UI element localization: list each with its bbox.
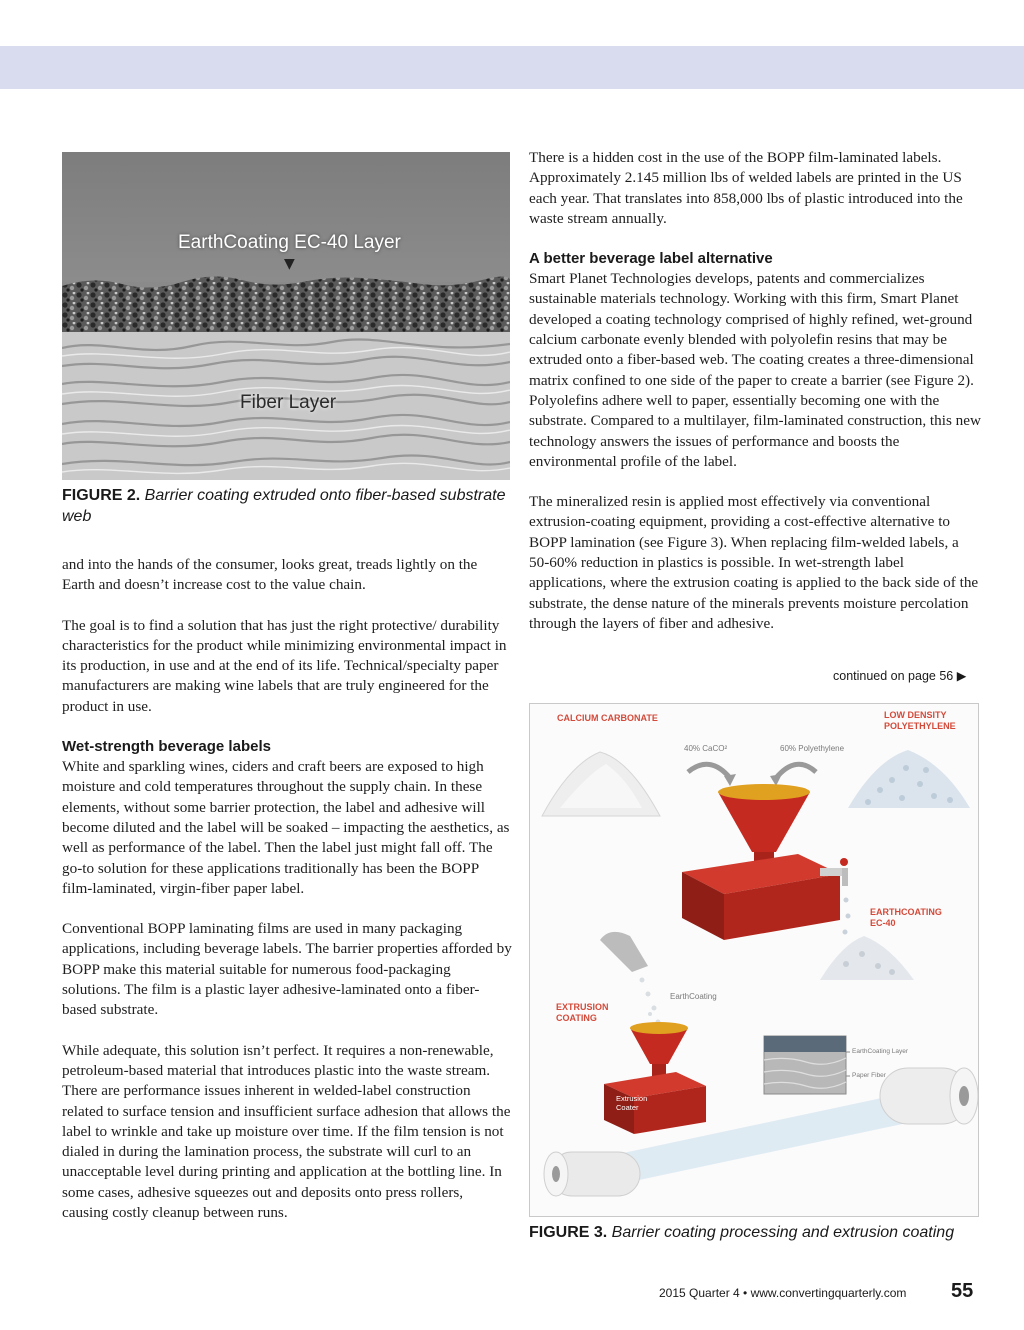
micrograph-image	[62, 152, 510, 480]
left-paragraph-4: Conventional BOPP laminating films are used in many packaging applications, including beverage labels. The barrier properties afforded by BOPP make this material suitable for numerous food-packaging solutions. The film is a plastic layer adhesive-laminated onto a fiber-based substrate.	[62, 920, 512, 1019]
right-paragraph-1: There is a hidden cost in the use of the BOPP film-laminated labels. Approximately 2.145 million lbs of welded labels are printed in the US each year. That translates into 858,000 lbs of plastic introduced into the waste stream annually.	[529, 149, 963, 227]
calcium-carbonate-label: CALCIUM CARBONATE	[557, 713, 658, 723]
continued-link[interactable]: continued on page 56 ▶	[833, 669, 967, 683]
section-heading-wet-strength: Wet-strength beverage labels	[62, 738, 271, 756]
header-band	[0, 46, 1024, 89]
left-column	[62, 555, 512, 1223]
section-heading-better-alternative: A better beverage label alternative	[529, 250, 773, 268]
figure3-diagram	[529, 703, 979, 1217]
figure2-caption-text: Barrier coating extruded onto fiber-based substrate web	[62, 487, 506, 525]
earthcoating-label-line1: EARTHCOATING	[870, 907, 942, 917]
caco-percent-label: 40% CaCO²	[684, 744, 728, 753]
figure3-caption-text: Barrier coating processing and extrusion coating	[607, 1224, 955, 1241]
process-diagram	[530, 704, 979, 1217]
figure2-micrograph	[62, 152, 510, 480]
down-arrow-icon: ▼	[284, 256, 295, 272]
left-paragraph-3: White and sparkling wines, ciders and craft beers are exposed to high moisture and cold temperatures throughout the supply chain. In these elements, without some barrier protection, the label and adhesive will become diluted and the label will be soaked – impacting the aesthetics, as well as performance of the label. Then the label just might fall off. The go-to solution for these applications traditionally has been the BOPP film-laminated, virgin-fiber paper label.	[62, 758, 510, 897]
polyethylene-percent-label: 60% Polyethylene	[780, 744, 845, 753]
paper-fiber-inset-label: Paper Fiber	[852, 1072, 886, 1079]
right-column	[529, 148, 981, 634]
fiber-layer-label: Fiber Layer	[240, 392, 337, 413]
earthcoating-label-line2: EC-40	[870, 918, 896, 928]
polyethylene-pellets	[848, 750, 970, 808]
ldpe-label-line2: POLYETHYLENE	[884, 721, 956, 731]
footer-info: 2015 Quarter 4 • www.convertingquarterly.com	[659, 1286, 907, 1300]
coater-label-line2: Coater	[616, 1103, 639, 1112]
figure3-caption	[529, 1222, 979, 1243]
figure2-caption	[62, 485, 510, 527]
page-number: 55	[951, 1280, 974, 1302]
coating-layer-label: EarthCoating EC-40 Layer	[178, 232, 401, 253]
earthcoating-small-label: EarthCoating	[670, 992, 717, 1001]
right-paragraph-3: The mineralized resin is applied most effectively via conventional extrusion-coating equipment, providing a cost-effective alternative to BOPP lamination (see Figure 3). When replacing film-welded labels, a 50-60% reduction in plastics is possible. In wet-strength label applications, where the extrusion coating is applied to the back side of the substrate, the dense nature of the minerals prevents moisture percolation through the layers of fiber and adhesive.	[529, 493, 979, 632]
left-paragraph-1: and into the hands of the consumer, looks great, treads lightly on the Earth and doesn’t increase cost to the value chain.	[62, 556, 478, 594]
figure2-caption-number: FIGURE 2.	[62, 487, 141, 504]
coater-label-line1: Extrusion	[616, 1094, 648, 1103]
left-paragraph-5: While adequate, this solution isn’t perfect. It requires a non-renewable, petroleum-based material that introduces plastic into the waste stream. There are performance issues inherent in welded-label construction related to surface tension and insufficient surface adhesion that allows the label to wrinkle and take up moisture over time. If the film tension is not dialed in during the lamination process, the substrate will curl to an unacceptable level during printing and application at the bottling line. In some cases, adhesive squeezes out and deposits onto press rollers, causing costly cleanup between runs.	[62, 1041, 511, 1222]
extrusion-coating-label-line1: EXTRUSION	[556, 1002, 609, 1012]
extrusion-coating-label-line2: COATING	[556, 1013, 597, 1023]
ldpe-label-line1: LOW DENSITY	[884, 710, 947, 720]
figure3-caption-number: FIGURE 3.	[529, 1224, 608, 1241]
right-paragraph-2: Smart Planet Technologies develops, patents and commercializes sustainable materials technology. Working with this firm, Smart Planet developed a coating technology comprised of highly refined, wet-ground calcium carbonate evenly blended with polyolefin resins that may be extruded onto a fiber-based web. The coating creates a three-dimensional matrix confined to one side of the paper to create a barrier (see Figure 2). Polyolefins adhere well to paper, essentially becoming one with the substrate. Compared to a multilayer, film-laminated construction, this new technology answers the issues of performance and boosts the environmental profile of the label.	[529, 270, 981, 470]
coating-layer-inset-label: EarthCoating Layer	[852, 1048, 909, 1055]
left-paragraph-2: The goal is to find a solution that has just the right protective/ durability characteristics for the product while minimizing environmental impact in its production, in use and at the end of its life. Technical/specialty paper manufacturers are making wine labels that are truly engineered for the product in use.	[62, 616, 507, 715]
